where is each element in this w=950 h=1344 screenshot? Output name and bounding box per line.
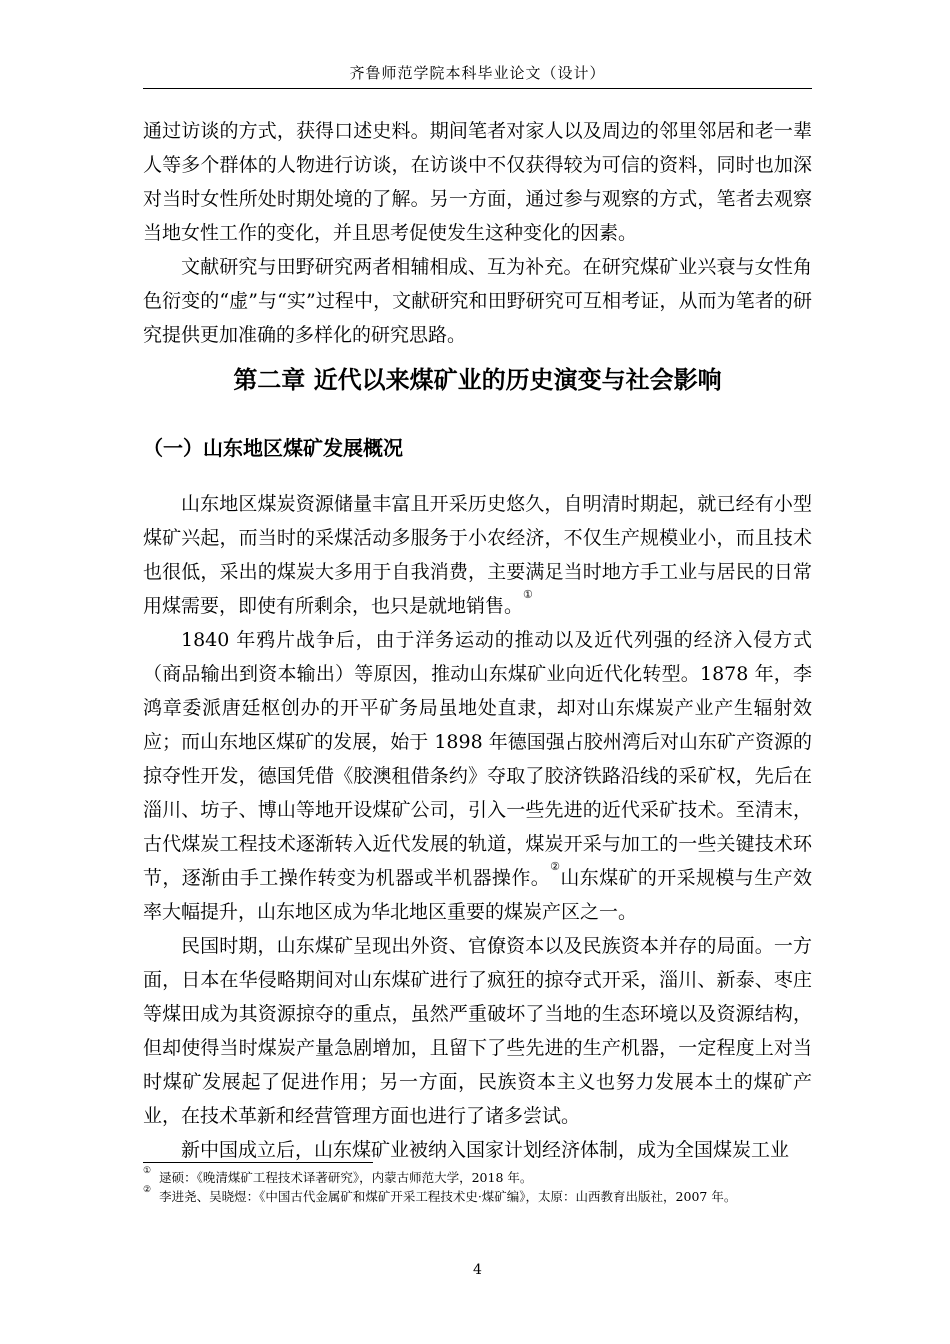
header-rule: [143, 88, 812, 89]
footnote-mark: ②: [143, 1185, 152, 1195]
footnote: [143, 1187, 812, 1206]
page-number: 4: [473, 1262, 482, 1278]
body-paragraph: 民国时期，山东煤矿呈现出外资、官僚资本以及民族资本并存的局面。一方面，日本在华侵略期间对山东煤矿进行了疯狂的掠夺式开采，淄川、新泰、枣庄等煤田成为其资源掠夺的重点，虽然严重破坏了当地的生态环境以及资源结构，但却使得当时煤炭产量急剧增加，且留下了些先进的生产机器，一定程度上对当时煤矿发展起了促进作用；另一方面，民族资本主义也努力发展本土的煤矿产业，在技术革新和经营管理方面也进行了诸多尝试。: [143, 935, 812, 1127]
footnote-text: 逯硕：《晚清煤矿工程技术译著研究》，内蒙古师范大学，2018 年。: [159, 1170, 533, 1185]
footnote-reference[interactable]: ②: [550, 860, 561, 873]
paragraph-text: 山东地区煤炭资源储量丰富且开采历史悠久，自明清时期起，就已经有小型煤矿兴起，而当时的采煤活动多服务于小农经济，不仅生产规模业小，而且技术也很低，采出的煤炭大多用于自我消费，主要满足当时地方手工业与居民的日常用煤需要，即使有所剩余，也只是就地销售。: [143, 493, 812, 617]
body-paragraph: [143, 487, 812, 623]
paragraph-text: 山东煤矿的开采规模与生产效率大幅提升，山东地区成为华北地区重要的煤炭产区之一。: [143, 867, 812, 923]
footnote-text: 李进尧、吴晓煜：《中国古代金属矿和煤矿开采工程技术史·煤矿编》，太原：山西教育出版社，2007 年。: [159, 1189, 737, 1204]
intro-text: [143, 114, 812, 352]
footnotes: [143, 1168, 812, 1206]
paragraph-text: 1840 年鸦片战争后，由于洋务运动的推动以及近代列强的经济入侵方式（商品输出到资本输出）等原因，推动山东煤矿业向近代化转型。1878 年，李鸿章委派唐廷枢创办的开平矿务局虽地处直隶，却对山东煤炭产业产生辐射效应；而山东地区煤矿的发展，始于 1898 年德国强占胶州湾后对山东矿产资源的掠夺性开发，德国凭借《胶澳租借条约》夺取了胶济铁路沿线的采矿权，先后在淄川、坊子、博山等地开设煤矿公司，引入一些先进的近代采矿技术。至清末，古代煤炭工程技术逐渐转入近代发展的轨道，煤炭开采与加工的一些关键技术环节，逐渐由手工操作转变为机器或半机器操作。: [143, 629, 812, 889]
footnote-mark: ①: [143, 1166, 152, 1176]
running-header: 齐鲁师范学院本科毕业论文（设计）: [349, 64, 606, 82]
footnote: [143, 1168, 812, 1187]
footnote-reference[interactable]: ①: [523, 588, 533, 601]
body-paragraph: [143, 623, 812, 929]
section-title: （一）山东地区煤矿发展概况: [143, 436, 403, 460]
body-paragraph: 通过访谈的方式，获得口述史料。期间笔者对家人以及周边的邻里邻居和老一辈人等多个群体的人物进行访谈，在访谈中不仅获得较为可信的资料，同时也加深对当时女性所处时期处境的了解。另一方面，通过参与观察的方式，笔者去观察当地女性工作的变化，并且思考促使发生这种变化的因素。: [143, 120, 812, 244]
body-paragraph: 新中国成立后，山东煤矿业被纳入国家计划经济体制，成为全国煤炭工业: [181, 1139, 790, 1161]
footnote-separator: [143, 1162, 373, 1163]
chapter-title: 第二章 近代以来煤矿业的历史演变与社会影响: [233, 366, 722, 394]
body-paragraph: 文献研究与田野研究两者相辅相成、互为补充。在研究煤矿业兴衰与女性角色衍变的“虚”与“实”过程中，文献研究和田野研究可互相考证，从而为笔者的研究提供更加准确的多样化的研究思路。: [143, 256, 812, 346]
section-text: [143, 487, 812, 1167]
